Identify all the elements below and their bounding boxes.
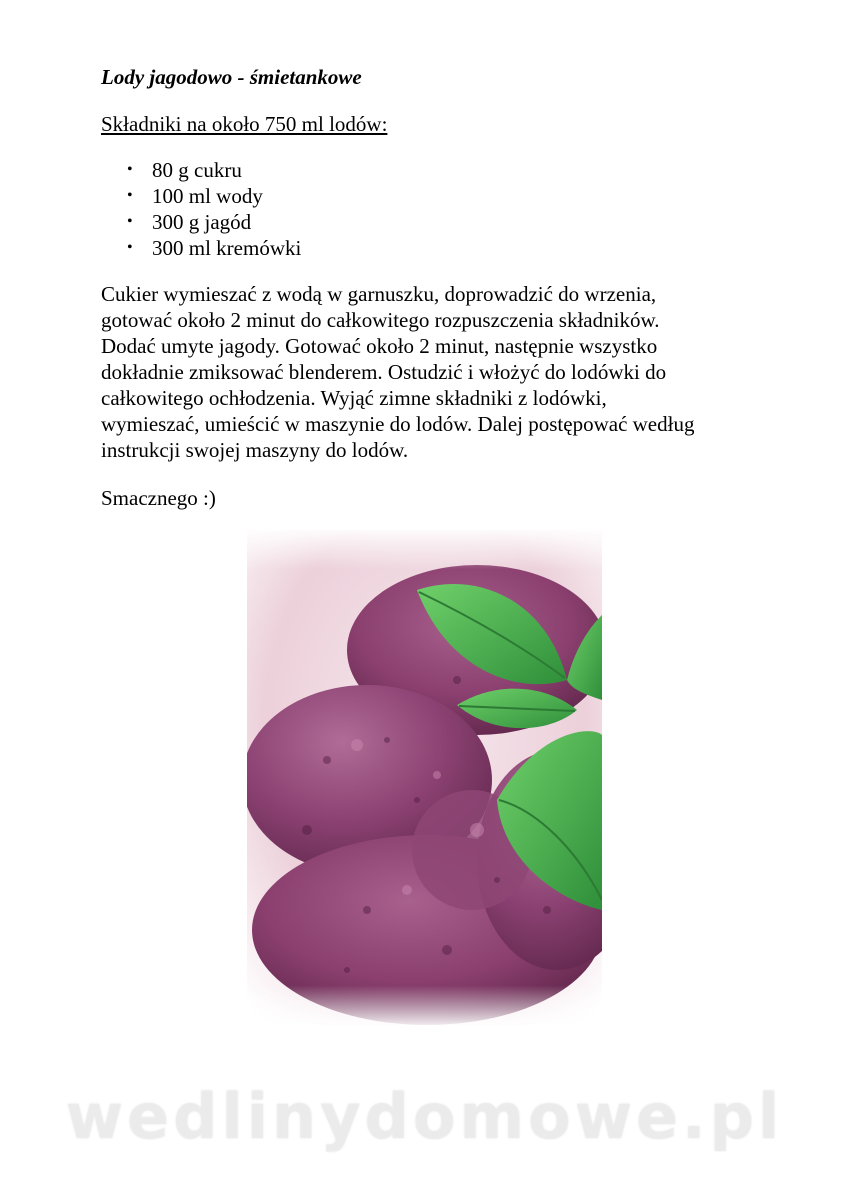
instructions-line: Dodać umyte jagody. Gotować około 2 minut, następnie wszystko: [101, 334, 658, 358]
closing-text: Smacznego :): [101, 486, 216, 510]
ice-cream-illustration: [247, 530, 602, 1025]
watermark-text: wedlinydomowe.pl: [65, 1080, 784, 1153]
instructions-line: całkowitego ochłodzenia. Wyjąć zimne składniki z lodówki,: [101, 386, 607, 410]
recipe-title: Lody jagodowo - śmietankowe: [101, 65, 362, 89]
instructions-line: dokładnie zmiksować blenderem. Ostudzić i włożyć do lodówki do: [101, 360, 667, 384]
list-item: [101, 209, 301, 235]
bullet-icon: •: [127, 161, 133, 178]
instructions-line: Cukier wymieszać z wodą w garnuszku, doprowadzić do wrzenia,: [101, 282, 657, 306]
ice-cream-photo: [247, 530, 602, 1025]
ingredients-heading: Składniki na około 750 ml lodów:: [101, 112, 388, 136]
list-item: [101, 157, 301, 183]
list-item: [101, 183, 301, 209]
bullet-icon: •: [127, 239, 133, 256]
photo-vignette: [247, 530, 602, 1025]
instructions-line: instrukcji swojej maszyny do lodów.: [101, 438, 409, 462]
instructions-line: gotować około 2 minut do całkowitego rozpuszczenia składników.: [101, 308, 660, 332]
bullet-icon: •: [127, 213, 133, 230]
bullet-icon: •: [127, 187, 133, 204]
ingredient-text: 100 ml wody: [152, 184, 263, 208]
ingredients-list: [101, 157, 301, 261]
instructions-line: wymieszać, umieścić w maszynie do lodów. Dalej postępować według: [101, 412, 695, 436]
ingredient-text: 300 g jagód: [152, 210, 252, 234]
ingredient-text: 80 g cukru: [152, 158, 242, 182]
instructions-paragraph: [101, 281, 761, 463]
ingredient-text: 300 ml kremówki: [152, 236, 302, 260]
list-item: [101, 235, 301, 261]
